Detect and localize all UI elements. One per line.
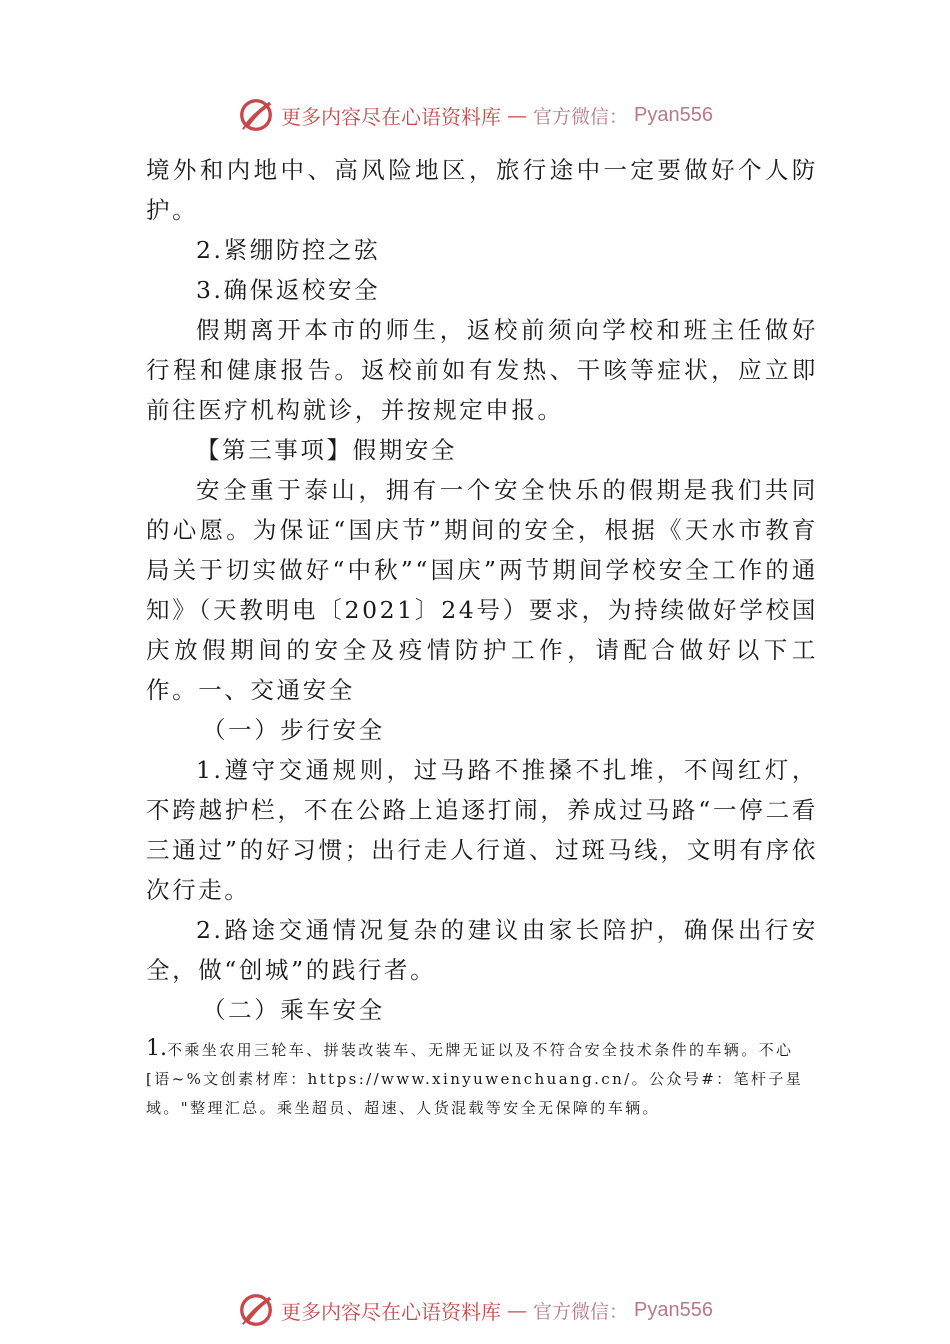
pen-logo-icon: [237, 96, 275, 134]
header-banner: [0, 95, 950, 135]
paragraph-travel-protection: 境外和内地中、高风险地区，旅行途中一定要做好个人防护。: [146, 156, 818, 224]
banner-separator: —: [507, 103, 527, 127]
banner-site-text: 更多内容尽在心语资料库: [281, 1299, 501, 1324]
paragraph-holiday-safety: 安全重于泰山，拥有一个安全快乐的假期是我们共同的心愿。为保证“国庆节”期间的安全，根据《天水市教育局关于切实做好“中秋”“国庆”两节期间学校安全工作的通知》（天教明电〔2021〕24号）要求，为持续做好学校国庆放假期间的安全及疫情防护工作，请配合做好以下工作。一、交通安全: [146, 476, 818, 704]
banner-contact-label: 官方微信：: [533, 105, 629, 128]
banner-contact-id: Pyan556: [634, 103, 713, 126]
pen-logo-icon: [237, 1291, 275, 1329]
banner-separator: —: [507, 1298, 527, 1322]
banner-contact-label: 官方微信：: [533, 1300, 629, 1323]
document-body: [146, 150, 818, 1138]
footer-banner: [0, 1290, 950, 1330]
paragraph-parent-escort: 2.路途交通情况复杂的建议由家长陪护，确保出行安全，做“创城”的践行者。: [146, 916, 818, 984]
paragraph-traffic-rules: 1.遵守交通规则，过马路不推搡不扎堆，不闯红灯，不跨越护栏，不在公路上追逐打闹，养成过马路“一停二看三通过”的好习惯；出行走人行道、过斑马线，文明有序依次行走。: [146, 756, 818, 904]
heading-walking-safety: （一）步行安全: [202, 716, 385, 744]
banner-site-text: 更多内容尽在心语资料库: [281, 104, 501, 129]
paragraph-vehicle-rules: [146, 1034, 818, 1123]
small-lead-number: 1.: [146, 1036, 167, 1061]
paragraph-return-report: 假期离开本市的师生，返校前须向学校和班主任做好行程和健康报告。返校前如有发热、干咳等症状，应立即前往医疗机构就诊，并按规定申报。: [146, 316, 818, 424]
banner-contact-id: Pyan556: [634, 1298, 713, 1321]
heading-return-safety: 3.确保返校安全: [196, 276, 381, 304]
heading-prevention: 2.紧绷防控之弦: [196, 236, 381, 264]
heading-third-item: 【第三事项】假期安全: [196, 436, 457, 464]
heading-riding-safety: （二）乘车安全: [202, 996, 385, 1024]
small-text: 不乘坐农用三轮车、拼装改装车、无牌无证以及不符合安全技术条件的车辆。不心[语~%文创素材库：https://www.xinyuwenchuang.cn/。公众号#：笔杆子星域。"整理汇总。乘坐超员、超速、人货混载等安全无保障的车辆。: [146, 1041, 804, 1117]
